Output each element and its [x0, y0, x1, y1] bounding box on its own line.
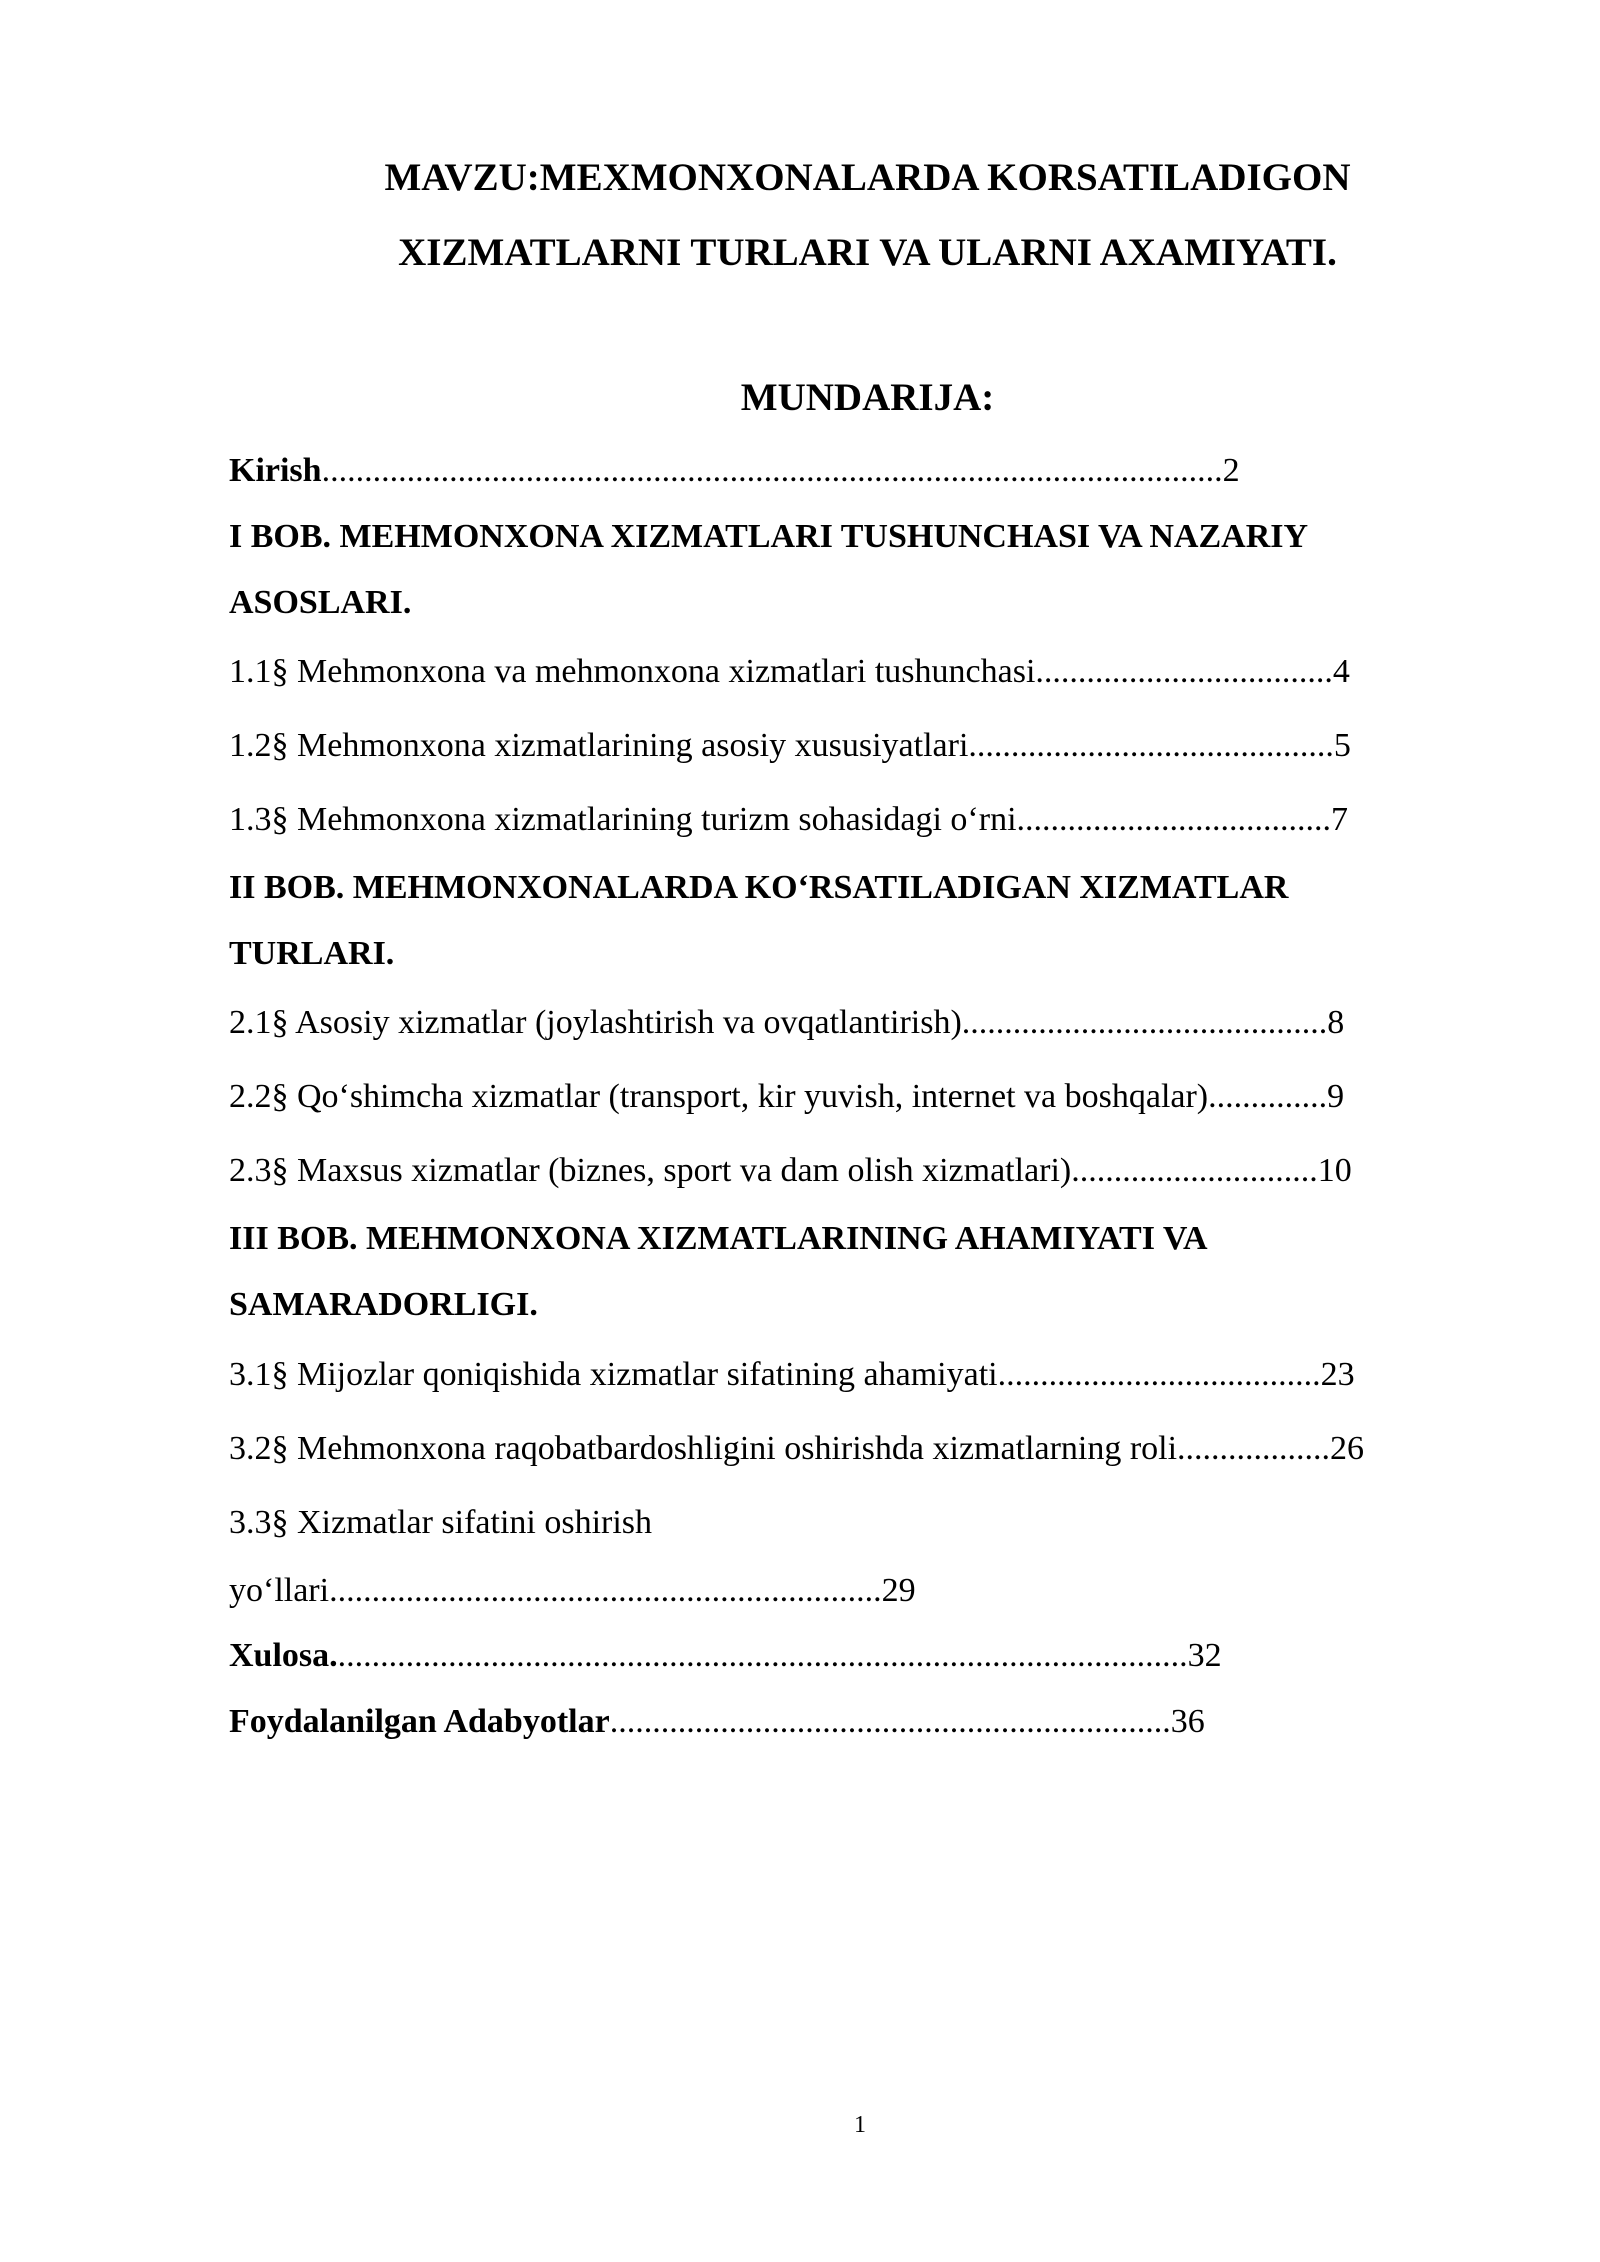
- toc-entry-kirish: [229, 449, 1240, 493]
- toc-entry-label: Xulosa.: [229, 1637, 338, 1674]
- toc-entry-label: Foydalanilgan Adabyotlar: [229, 1703, 610, 1740]
- document-title-line-2: XIZMATLARNI TURLARI VA ULARNI AXAMIYATI.: [398, 231, 1337, 274]
- toc-heading: MUNDARIJA:: [740, 376, 995, 419]
- toc-chapter-2-line-2: TURLARI.: [229, 935, 395, 972]
- toc-page-number: 36: [1170, 1703, 1205, 1740]
- toc-leader-dots: ....................................................................................................: [337, 1637, 1188, 1674]
- toc-entry-xulosa: [229, 1634, 1222, 1678]
- document-title-line-1: MAVZU:MEXMONXONALARDA KORSATILADIGON: [384, 156, 1351, 199]
- toc-entry-2-1: 2.1§ Asosiy xizmatlar (joylashtirish va ovqatlantirish)...........................................8: [229, 1004, 1345, 1041]
- page-number: 1: [854, 2112, 866, 2138]
- toc-page-number: 2: [1222, 452, 1240, 489]
- toc-entry-3-2: 3.2§ Mehmonxona raqobatbardoshligini oshirishda xizmatlarning roli..................26: [229, 1430, 1365, 1467]
- toc-entry-2-2: 2.2§ Qo‘shimcha xizmatlar (transport, kir yuvish, internet va boshqalar)..............9: [229, 1078, 1345, 1115]
- toc-leader-dots: ..................................................................: [609, 1703, 1171, 1740]
- toc-chapter-1-line-1: I BOB. MEHMONXONA XIZMATLARI TUSHUNCHASI VA NAZARIY: [229, 518, 1309, 555]
- toc-chapter-1-line-2: ASOSLARI.: [229, 584, 412, 621]
- toc-chapter-3-line-1: III BOB. MEHMONXONA XIZMATLARINING AHAMIYATI VA: [229, 1220, 1208, 1257]
- toc-entry-1-3: 1.3§ Mehmonxona xizmatlarining turizm sohasidagi o‘rni.....................................7: [229, 801, 1349, 838]
- toc-entry-3-1: 3.1§ Mijozlar qoniqishida xizmatlar sifatining ahamiyati......................................23: [229, 1356, 1355, 1393]
- toc-entry-foydalanilgan-adabyotlar: [229, 1700, 1205, 1744]
- toc-entry-3-3-line-1: 3.3§ Xizmatlar sifatini oshirish: [229, 1504, 653, 1541]
- toc-entry-3-3-line-2: yo‘llari.................................................................29: [229, 1572, 916, 1609]
- toc-page-number: 32: [1187, 1637, 1222, 1674]
- toc-leader-dots: ..........................................................................................................: [321, 452, 1223, 489]
- toc-entry-1-1: 1.1§ Mehmonxona va mehmonxona xizmatlari tushunchasi...................................4: [229, 653, 1350, 690]
- toc-entry-label: Kirish: [229, 452, 322, 489]
- toc-entry-1-2: 1.2§ Mehmonxona xizmatlarining asosiy xususiyatlari...........................................5: [229, 727, 1351, 764]
- toc-chapter-2-line-1: II BOB. MEHMONXONALARDA KO‘RSATILADIGAN XIZMATLAR: [229, 869, 1289, 906]
- toc-chapter-3-line-2: SAMARADORLIGI.: [229, 1286, 538, 1323]
- toc-entry-2-3: 2.3§ Maxsus xizmatlar (biznes, sport va dam olish xizmatlari).............................10: [229, 1152, 1352, 1189]
